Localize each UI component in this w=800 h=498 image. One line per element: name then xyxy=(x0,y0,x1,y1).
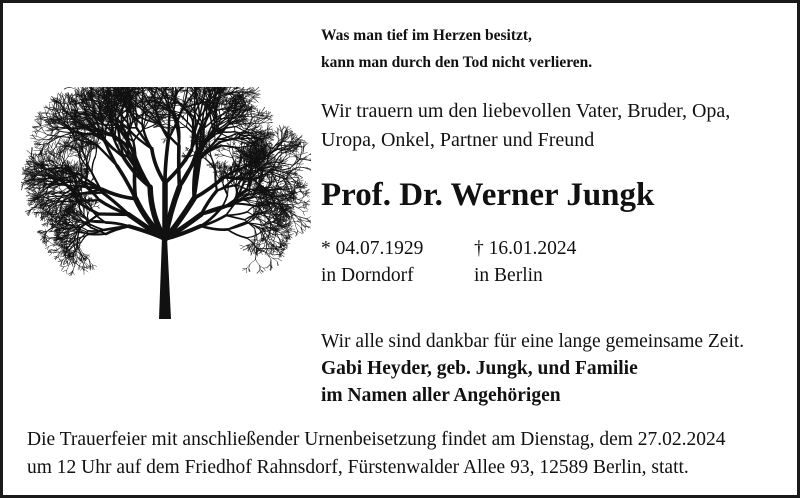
bare-tree-icon xyxy=(21,87,311,323)
mourning-intro xyxy=(321,97,730,155)
birth-date: * 04.07.1929 xyxy=(321,238,424,259)
birth-info xyxy=(321,235,423,289)
death-info xyxy=(474,235,576,289)
birth-place: in Dorndorf xyxy=(321,265,414,286)
ceremony-line-2: um 12 Uhr auf dem Friedhof Rahnsdorf, Fürstenwalder Allee 93, 12589 Berlin, statt. xyxy=(27,457,689,478)
signature-line-2: im Namen aller Angehörigen xyxy=(321,385,561,406)
intro-line-2: Uropa, Onkel, Partner und Freund xyxy=(321,129,595,151)
thanks-line: Wir alle sind dankbar für eine lange gemeinsame Zeit. xyxy=(321,331,745,352)
motto-quote xyxy=(321,22,592,76)
deceased-name: Prof. Dr. Werner Jungk xyxy=(321,177,655,213)
motto-line-1: Was man tief im Herzen besitzt, xyxy=(321,27,532,44)
thanks-section xyxy=(321,328,744,409)
signature-line-1: Gabi Heyder, geb. Jungk, und Familie xyxy=(321,358,638,379)
death-date: † 16.01.2024 xyxy=(474,238,577,259)
intro-line-1: Wir trauern um den liebevollen Vater, Bruder, Opa, xyxy=(321,100,731,122)
death-place: in Berlin xyxy=(474,265,543,286)
ceremony-line-1: Die Trauerfeier mit anschließender Urnenbeisetzung findet am Dienstag, dem 27.02.2024 xyxy=(27,429,726,450)
motto-line-2: kann man durch den Tod nicht verlieren. xyxy=(321,54,593,71)
ceremony-notice xyxy=(27,426,726,482)
